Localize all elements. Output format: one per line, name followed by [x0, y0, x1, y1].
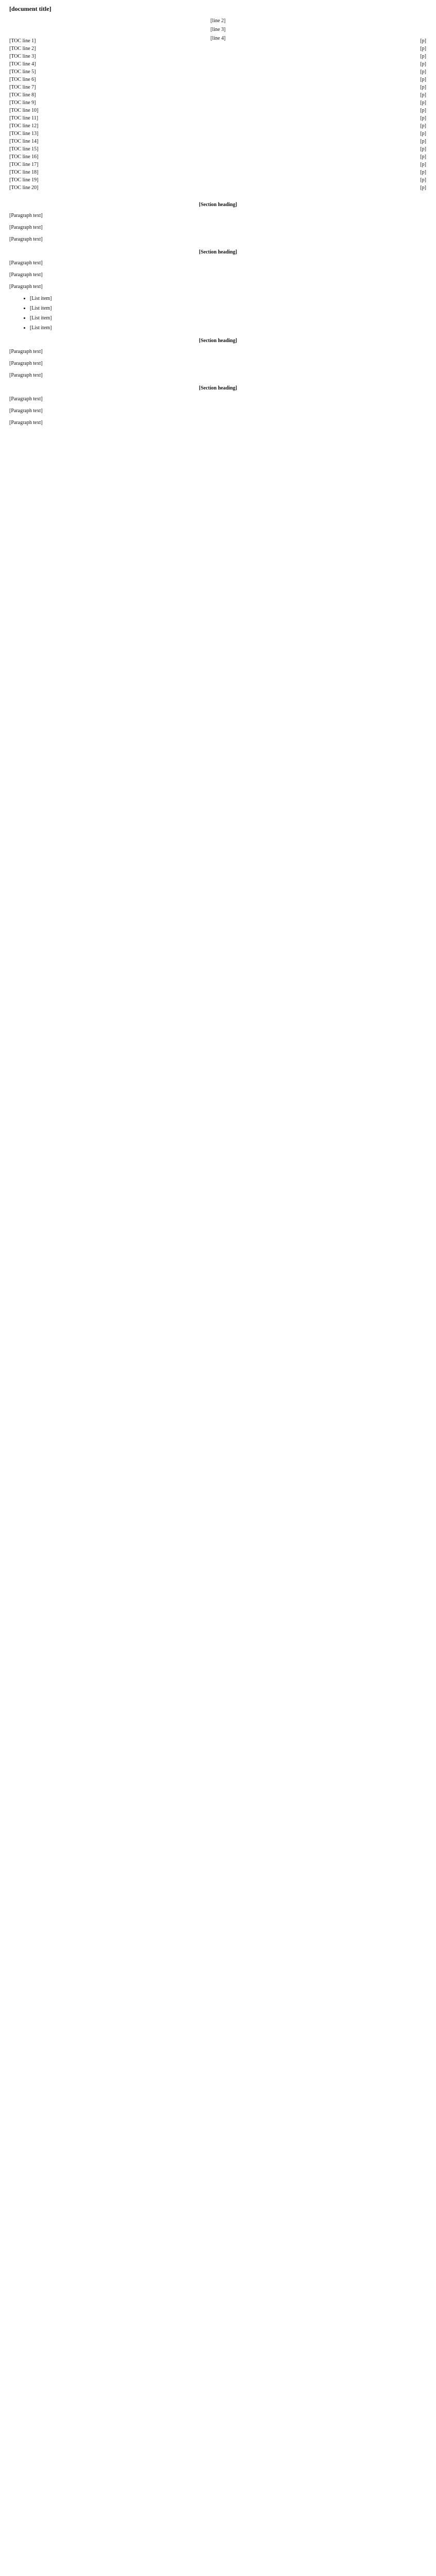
toc-label: [TOC line 19]: [9, 177, 39, 183]
toc-page: [p]: [420, 123, 426, 129]
paragraph: [Paragraph text]: [9, 408, 43, 414]
document-title: [document title]: [9, 5, 51, 12]
toc-label: [TOC line 2]: [9, 46, 36, 52]
toc-label: [TOC line 10]: [9, 108, 39, 113]
paragraph: [Paragraph text]: [9, 396, 43, 402]
toc-page: [p]: [420, 61, 426, 67]
toc-page: [p]: [420, 185, 426, 191]
toc-row: [9, 83, 427, 91]
toc-label: [TOC line 15]: [9, 146, 39, 152]
toc-row: [9, 37, 427, 45]
toc-row: [9, 53, 427, 60]
toc-page: [p]: [420, 54, 426, 59]
bullet-list: [30, 295, 427, 332]
toc-page: [p]: [420, 154, 426, 160]
toc-row: [9, 130, 427, 138]
toc-page: [p]: [420, 115, 426, 121]
document-subtitle-line: [line 3]: [210, 27, 226, 32]
paragraph: [Paragraph text]: [9, 272, 43, 278]
toc-page: [p]: [420, 69, 426, 75]
paragraph: [Paragraph text]: [9, 420, 43, 426]
table-of-contents: [9, 37, 427, 192]
toc-page: [p]: [420, 162, 426, 167]
section-heading: [Section heading]: [199, 385, 237, 391]
toc-page: [p]: [420, 131, 426, 137]
toc-page: [p]: [420, 139, 426, 144]
toc-page: [p]: [420, 170, 426, 175]
toc-row: [9, 91, 427, 99]
toc-label: [TOC line 1]: [9, 38, 36, 44]
toc-label: [TOC line 17]: [9, 162, 39, 167]
toc-row: [9, 145, 427, 153]
toc-row: [9, 76, 427, 83]
paragraph: [Paragraph text]: [9, 361, 43, 366]
section-heading: [Section heading]: [199, 202, 237, 208]
document-subtitle-line: [line 4]: [210, 36, 226, 41]
toc-label: [TOC line 13]: [9, 131, 39, 137]
document-subtitle-line: [line 2]: [210, 18, 226, 24]
toc-row: [9, 176, 427, 184]
toc-row: [9, 153, 427, 161]
toc-label: [TOC line 18]: [9, 170, 39, 175]
toc-row: [9, 138, 427, 145]
toc-row: [9, 68, 427, 76]
toc-page: [p]: [420, 92, 426, 98]
toc-row: [9, 161, 427, 168]
document-body: [9, 196, 427, 431]
section-heading: [Section heading]: [199, 249, 237, 255]
toc-row: [9, 168, 427, 176]
toc-page: [p]: [420, 100, 426, 106]
section-heading: [Section heading]: [199, 338, 237, 344]
toc-page: [p]: [420, 146, 426, 152]
list-item: • [List item]: [30, 314, 427, 322]
toc-row: [9, 114, 427, 122]
list-item: • [List item]: [30, 295, 427, 302]
paragraph: [Paragraph text]: [9, 213, 43, 218]
toc-label: [TOC line 9]: [9, 100, 36, 106]
toc-page: [p]: [420, 46, 426, 52]
toc-label: [TOC line 14]: [9, 139, 39, 144]
toc-label: [TOC line 6]: [9, 77, 36, 82]
toc-label: [TOC line 11]: [9, 115, 39, 121]
toc-page: [p]: [420, 108, 426, 113]
document-header: [9, 5, 427, 41]
toc-row: [9, 60, 427, 68]
toc-row: [9, 45, 427, 53]
toc-label: [TOC line 12]: [9, 123, 39, 129]
toc-label: [TOC line 20]: [9, 185, 39, 191]
toc-label: [TOC line 5]: [9, 69, 36, 75]
toc-row: [9, 107, 427, 114]
toc-label: [TOC line 7]: [9, 84, 36, 90]
list-item: • [List item]: [30, 304, 427, 312]
paragraph: [Paragraph text]: [9, 284, 43, 290]
toc-row: [9, 122, 427, 130]
toc-row: [9, 99, 427, 107]
toc-label: [TOC line 3]: [9, 54, 36, 59]
paragraph: [Paragraph text]: [9, 372, 43, 378]
toc-label: [TOC line 4]: [9, 61, 36, 67]
paragraph: [Paragraph text]: [9, 349, 43, 354]
toc-label: [TOC line 8]: [9, 92, 36, 98]
paragraph: [Paragraph text]: [9, 236, 43, 242]
toc-row: [9, 184, 427, 192]
toc-page: [p]: [420, 77, 426, 82]
toc-page: [p]: [420, 177, 426, 183]
paragraph: [Paragraph text]: [9, 225, 43, 230]
list-item: • [List item]: [30, 324, 427, 332]
toc-page: [p]: [420, 84, 426, 90]
toc-label: [TOC line 16]: [9, 154, 39, 160]
paragraph: [Paragraph text]: [9, 260, 43, 266]
toc-page: [p]: [420, 38, 426, 44]
